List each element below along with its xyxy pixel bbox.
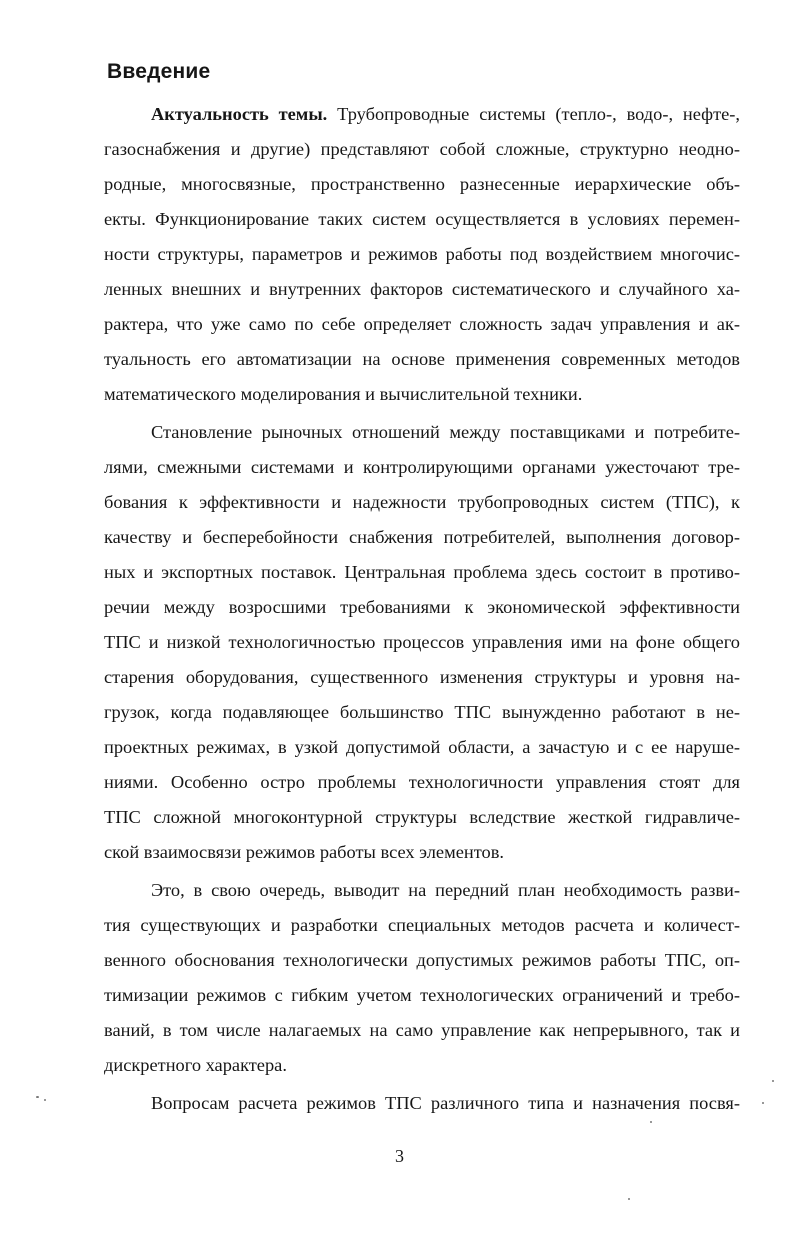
paragraph-2-line-9: грузок, когда подавляющее большинство ТПС вынужденно работают в не- xyxy=(104,702,740,722)
paragraph-2-line-12: ТПС сложной многоконтурной структуры вследствие жесткой гидравличе- xyxy=(104,807,740,827)
paragraph-1-line-8: туальность его автоматизации на основе применения современных методов xyxy=(104,349,740,369)
paragraph-3-line-1: Это, в свою очередь, выводит на передний план необходимость разви- xyxy=(151,880,740,900)
paragraph-2-line-4: качеству и бесперебойности снабжения потребителей, выполнения договор- xyxy=(104,527,740,547)
paragraph-2-line-11: ниями. Особенно остро проблемы технологичности управления стоят для xyxy=(104,772,740,792)
paragraph-2-line-3: бования к эффективности и надежности трубопроводных систем (ТПС), к xyxy=(104,492,740,512)
paragraph-2-line-13: ской взаимосвязи режимов работы всех элементов. xyxy=(104,842,504,862)
paragraph-2-line-2: лями, смежными системами и контролирующими органами ужесточают тре- xyxy=(104,457,740,477)
paragraph-1-line-5: ности структуры, параметров и режимов работы под воздействием многочис- xyxy=(104,244,740,264)
scan-speck xyxy=(628,1198,630,1200)
paragraph-3-line-4: тимизации режимов с гибким учетом технологических ограничений и требо- xyxy=(104,985,740,1005)
paragraph-3-line-5: ваний, в том числе налагаемых на само управление как непрерывного, так и xyxy=(104,1020,740,1040)
paragraph-3-line-6: дискретного характера. xyxy=(104,1055,287,1075)
paragraph-1-line-2: газоснабжения и другие) представляют собой сложные, структурно неодно- xyxy=(104,139,740,159)
page-number: 3 xyxy=(395,1146,404,1166)
paragraph-1-line-7: рактера, что уже само по себе определяет сложность задач управления и ак- xyxy=(104,314,740,334)
scan-speck xyxy=(44,1099,46,1101)
paragraph-1-line-1: Актуальность темы. Трубопроводные системы (тепло-, водо-, нефте-, xyxy=(151,104,741,124)
paragraph-2-line-6: речии между возросшими требованиями к экономической эффективности xyxy=(104,597,740,617)
scan-speck xyxy=(772,1080,774,1082)
paragraph-3-line-2: тия существующих и разработки специальных методов расчета и количест- xyxy=(104,915,740,935)
paragraph-2-line-10: проектных режимах, в узкой допустимой области, а зачастую и с ее наруше- xyxy=(104,737,740,757)
paragraph-1-line-3: родные, многосвязные, пространственно разнесенные иерархические объ- xyxy=(104,174,740,194)
scan-speck xyxy=(650,1121,652,1123)
paragraph-1-line-4: екты. Функционирование таких систем осуществляется в условиях перемен- xyxy=(104,209,740,229)
paragraph-2-line-8: старения оборудования, существенного изменения структуры и уровня на- xyxy=(104,667,740,687)
section-heading: Введение xyxy=(107,60,211,83)
scan-speck xyxy=(36,1096,39,1098)
paragraph-3-line-3: венного обоснования технологически допустимых режимов работы ТПС, оп- xyxy=(104,950,740,970)
paragraph-1-line-6: ленных внешних и внутренних факторов систематического и случайного ха- xyxy=(104,279,740,299)
scan-speck xyxy=(762,1102,764,1104)
topic-relevance-lead: Актуальность темы. xyxy=(151,104,328,124)
paragraph-2-line-7: ТПС и низкой технологичностью процессов управления ими на фоне общего xyxy=(104,632,740,652)
paragraph-1-line-9: математического моделирования и вычислительной техники. xyxy=(104,384,583,404)
paragraph-2-line-1: Становление рыночных отношений между поставщиками и потребите- xyxy=(151,422,740,442)
paragraph-4-line-1: Вопросам расчета режимов ТПС различного типа и назначения посвя- xyxy=(151,1093,740,1113)
paragraph-2-line-5: ных и экспортных поставок. Центральная проблема здесь состоит в противо- xyxy=(104,562,740,582)
